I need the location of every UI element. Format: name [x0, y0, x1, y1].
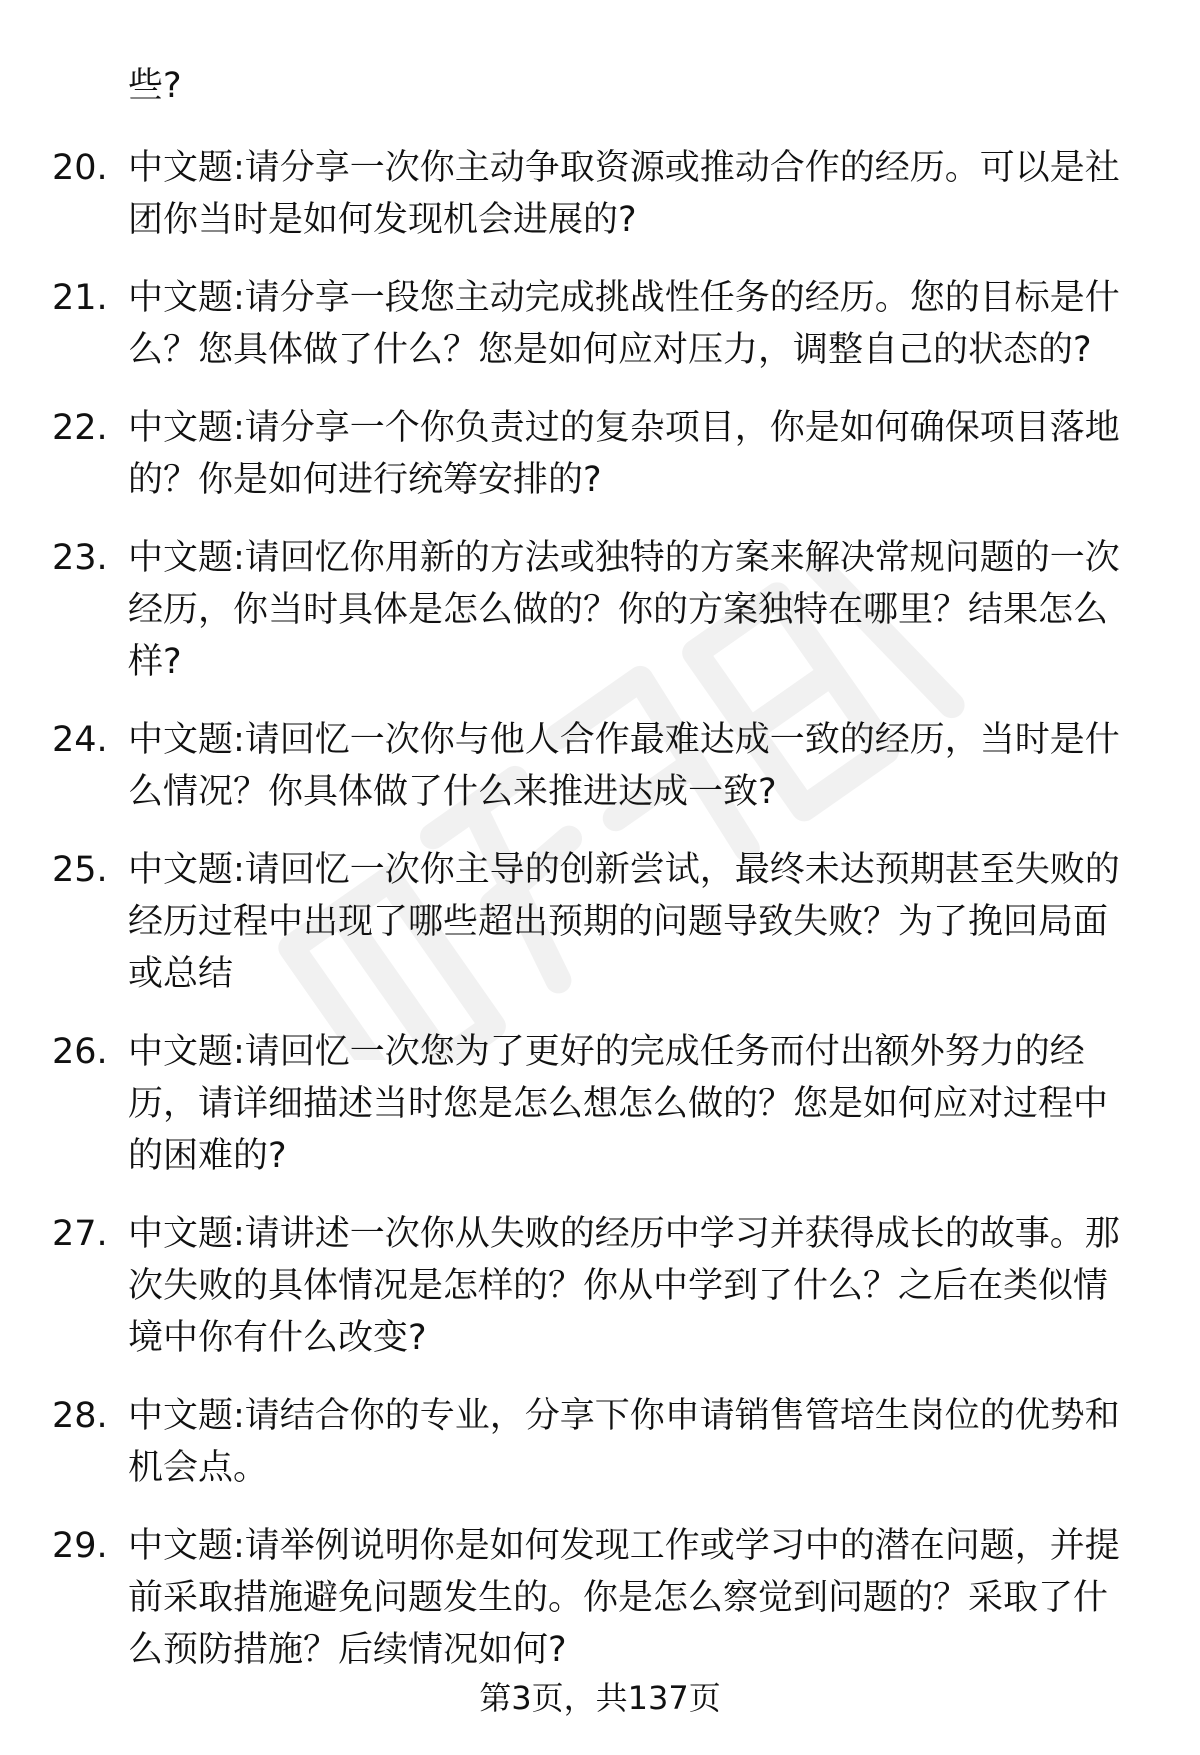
question-item — [0, 1520, 1200, 1676]
continuation-text: 些? — [128, 66, 182, 106]
question-text: 中文题:请分享一次你主动争取资源或推动合作的经历。可以是社 团你当时是如何发现机会进展的? — [128, 148, 1120, 240]
question-text: 中文题:请回忆一次你主导的创新尝试，最终未达预期甚至失败的 经历过程中出现了哪些超出预期的问题导致失败？为了挽回局面 或总结 — [128, 850, 1120, 994]
question-item — [0, 1208, 1200, 1364]
question-number: 29. — [52, 1526, 108, 1566]
question-number: 22. — [52, 408, 108, 448]
question-number: 25. — [52, 850, 108, 890]
question-item — [0, 714, 1200, 818]
question-text: 中文题:请讲述一次你从失败的经历中学习并获得成长的故事。那 次失败的具体情况是怎样的？你从中学到了什么？之后在类似情 境中你有什么改变? — [128, 1214, 1120, 1358]
question-item — [0, 532, 1200, 688]
question-item — [0, 1390, 1200, 1494]
page-number-footer: 第3页，共137页 — [479, 1679, 721, 1717]
question-list — [0, 142, 1200, 1702]
question-text: 中文题:请结合你的专业，分享下你申请销售管培生岗位的优势和 机会点。 — [128, 1396, 1120, 1488]
question-number: 27. — [52, 1214, 108, 1254]
question-number: 21. — [52, 278, 108, 318]
question-text: 中文题:请回忆一次你与他人合作最难达成一致的经历，当时是什 么情况？你具体做了什么来推进达成一致? — [128, 720, 1120, 812]
question-text: 中文题:请回忆一次您为了更好的完成任务而付出额外努力的经 历，请详细描述当时您是怎么想怎么做的？您是如何应对过程中 的困难的? — [128, 1032, 1109, 1176]
question-number: 26. — [52, 1032, 108, 1072]
question-text: 中文题:请举例说明你是如何发现工作或学习中的潜在问题，并提 前采取措施避免问题发生的。你是怎么察觉到问题的？采取了什 么预防措施？后续情况如何? — [128, 1526, 1120, 1670]
question-number: 20. — [52, 148, 108, 188]
question-number: 24. — [52, 720, 108, 760]
question-text: 中文题:请分享一段您主动完成挑战性任务的经历。您的目标是什 么？您具体做了什么？您是如何应对压力，调整自己的状态的? — [128, 278, 1120, 370]
question-text: 中文题:请回忆你用新的方法或独特的方案来解决常规问题的一次 经历，你当时具体是怎么做的？你的方案独特在哪里？结果怎么 样? — [128, 538, 1120, 682]
question-number: 23. — [52, 538, 108, 578]
question-item — [0, 844, 1200, 1000]
question-item — [0, 402, 1200, 506]
question-item — [0, 142, 1200, 246]
question-item — [0, 1026, 1200, 1182]
question-number: 28. — [52, 1396, 108, 1436]
question-item — [0, 272, 1200, 376]
question-text: 中文题:请分享一个你负责过的复杂项目，你是如何确保项目落地 的？你是如何进行统筹安排的? — [128, 408, 1120, 500]
